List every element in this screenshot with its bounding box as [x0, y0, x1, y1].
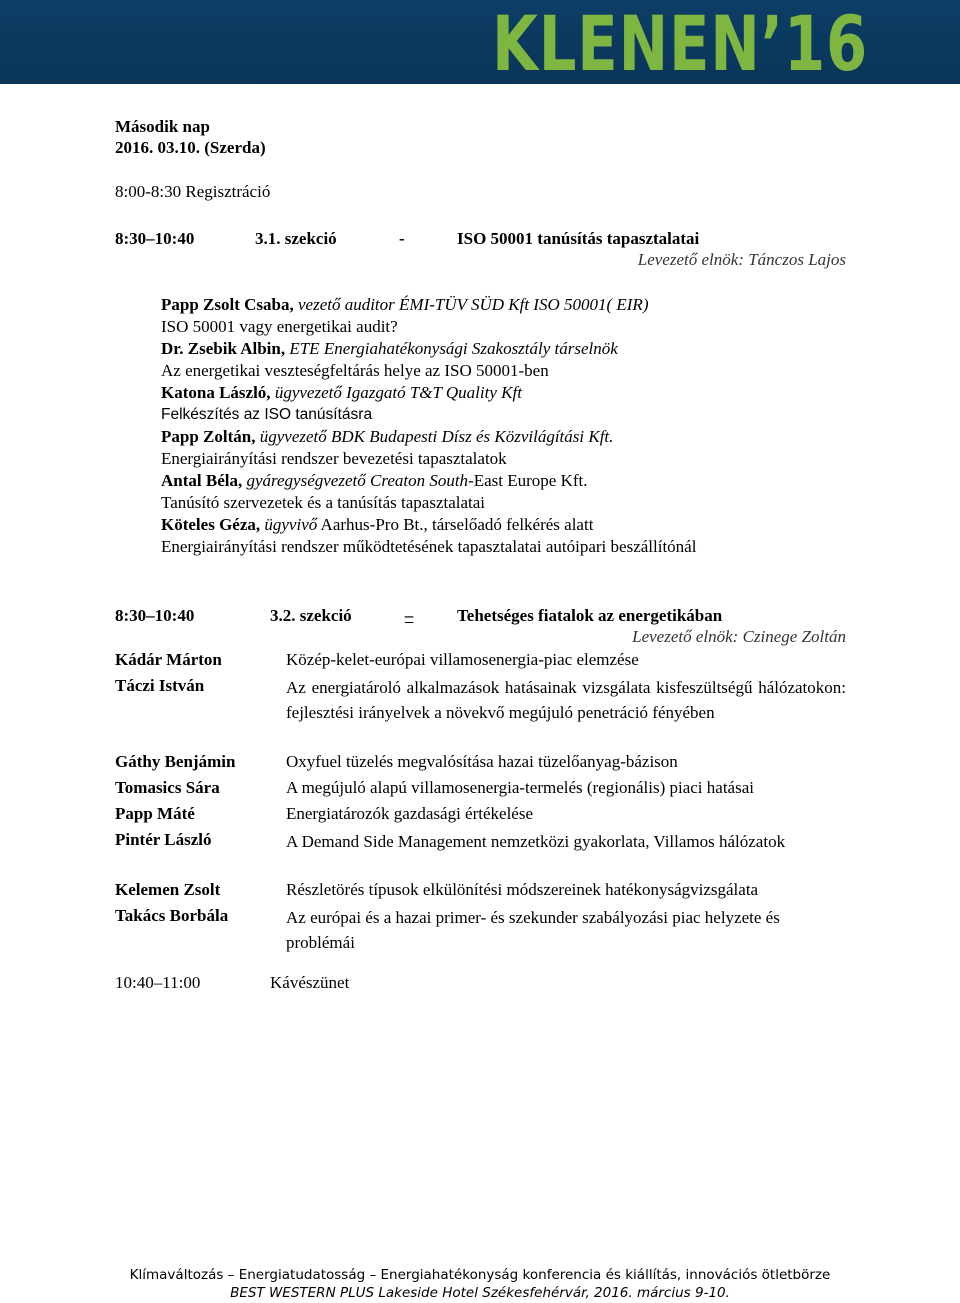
s1-chair: Levezető elnök: Tánczos Lajos	[637, 250, 846, 269]
s2-talk-topic: Oxyfuel tüzelés megvalósítása hazai tüzelőanyag-bázison	[286, 752, 678, 771]
s1-talk4-title: Energiairányítási rendszer bevezetési tapasztalatok	[161, 449, 507, 468]
break-label: Kávészünet	[270, 973, 350, 992]
s1-talk4-speaker: Papp Zoltán, ügyvezető BDK Budapesti Dísz és Közvilágítási Kft.	[161, 427, 614, 446]
s1-dash: -	[399, 229, 405, 248]
s1-talk6-title: Energiairányítási rendszer működtetésének tapasztalatai autóipari beszállítónál	[161, 537, 697, 556]
s1-talk1-title: ISO 50001 vagy energetikai audit?	[161, 317, 398, 336]
s2-speaker-name: Kelemen Zsolt	[115, 880, 221, 899]
footer-venue: BEST WESTERN PLUS Lakeside Hotel Székesfehérvár, 2016. március 9-10.	[230, 1285, 730, 1301]
s2-speaker-name: Tomasics Sára	[115, 778, 220, 797]
s2-speaker-name: Táczi István	[115, 676, 205, 695]
s2-chair: Levezető elnök: Czinege Zoltán	[632, 627, 846, 646]
s2-speaker-name: Pintér László	[115, 830, 212, 849]
s1-talk2-title: Az energetikai veszteségfeltárás helye az ISO 50001-ben	[161, 361, 549, 380]
s2-talk-topic: A Demand Side Management nemzetközi gyakorlata, Villamos hálózatok	[286, 832, 786, 851]
s1-talk2-speaker: Dr. Zsebik Albin, ETE Energiahatékonysági Szakosztály társelnök	[161, 339, 618, 358]
s2-talk-topic: Energiatározók gazdasági értékelése	[286, 804, 533, 823]
break-time: 10:40–11:00	[115, 973, 201, 992]
s2-dash: –	[404, 606, 414, 625]
s2-speaker-name: Papp Máté	[115, 804, 195, 823]
s1-talk3-title: Felkészítés az ISO tanúsításra	[161, 406, 373, 423]
s2-time: 8:30–10:40	[115, 606, 195, 625]
s2-title: Tehetséges fiatalok az energetikában	[457, 606, 723, 625]
s2-talk-topic: Az energiatároló alkalmazások hatásainak vizsgálata kisfeszültségű hálózatokon: fejlesztési irányelvek a növekvő megújuló penetráció fényében	[286, 678, 846, 722]
day-date: 2016. 03.10. (Szerda)	[115, 138, 266, 157]
s2-code: 3.2. szekció	[270, 606, 352, 625]
s1-talk1-speaker: Papp Zsolt Csaba, vezető auditor ÉMI-TÜV SÜD Kft ISO 50001( EIR)	[161, 295, 649, 314]
s1-talk5-speaker: Antal Béla, gyáregységvezető Creaton South-East Europe Kft.	[161, 471, 588, 490]
s2-speaker-name: Kádár Márton	[115, 650, 222, 669]
footer-event-title: Klímaváltozás – Energiatudatosság – Energiahatékonyság konferencia és kiállítás, innovációs ötletbörze	[129, 1267, 831, 1283]
registration-line: 8:00-8:30 Regisztráció	[115, 182, 271, 201]
s2-talk-topic: Közép-kelet-európai villamosenergia-piac elemzése	[286, 650, 639, 669]
s1-talk3-speaker: Katona László, ügyvezető Igazgató T&T Quality Kft	[161, 383, 522, 402]
s1-talk6-speaker: Köteles Géza, ügyvivő Aarhus-Pro Bt., társelőadó felkérés alatt	[161, 515, 594, 534]
day-title: Második nap	[115, 117, 210, 136]
s2-talk-topic: A megújuló alapú villamosenergia-termelés (regionális) piaci hatásai	[286, 778, 754, 797]
s1-code: 3.1. szekció	[255, 229, 337, 248]
s2-speaker-name: Gáthy Benjámin	[115, 752, 236, 771]
s2-speaker-name: Takács Borbála	[115, 906, 229, 925]
event-logo: KLENEN’16	[492, 0, 868, 88]
s1-time: 8:30–10:40	[115, 229, 195, 248]
s2-talk-topic: Részletörés típusok elkülönítési módszereinek hatékonyságvizsgálata	[286, 880, 759, 899]
s1-title: ISO 50001 tanúsítás tapasztalatai	[457, 229, 700, 248]
header-bar	[0, 0, 960, 88]
s1-talk5-title: Tanúsító szervezetek és a tanúsítás tapasztalatai	[161, 493, 486, 512]
s2-talk-topic: Az európai és a hazai primer- és szekunder szabályozási piac helyzete és problémái	[286, 908, 780, 952]
